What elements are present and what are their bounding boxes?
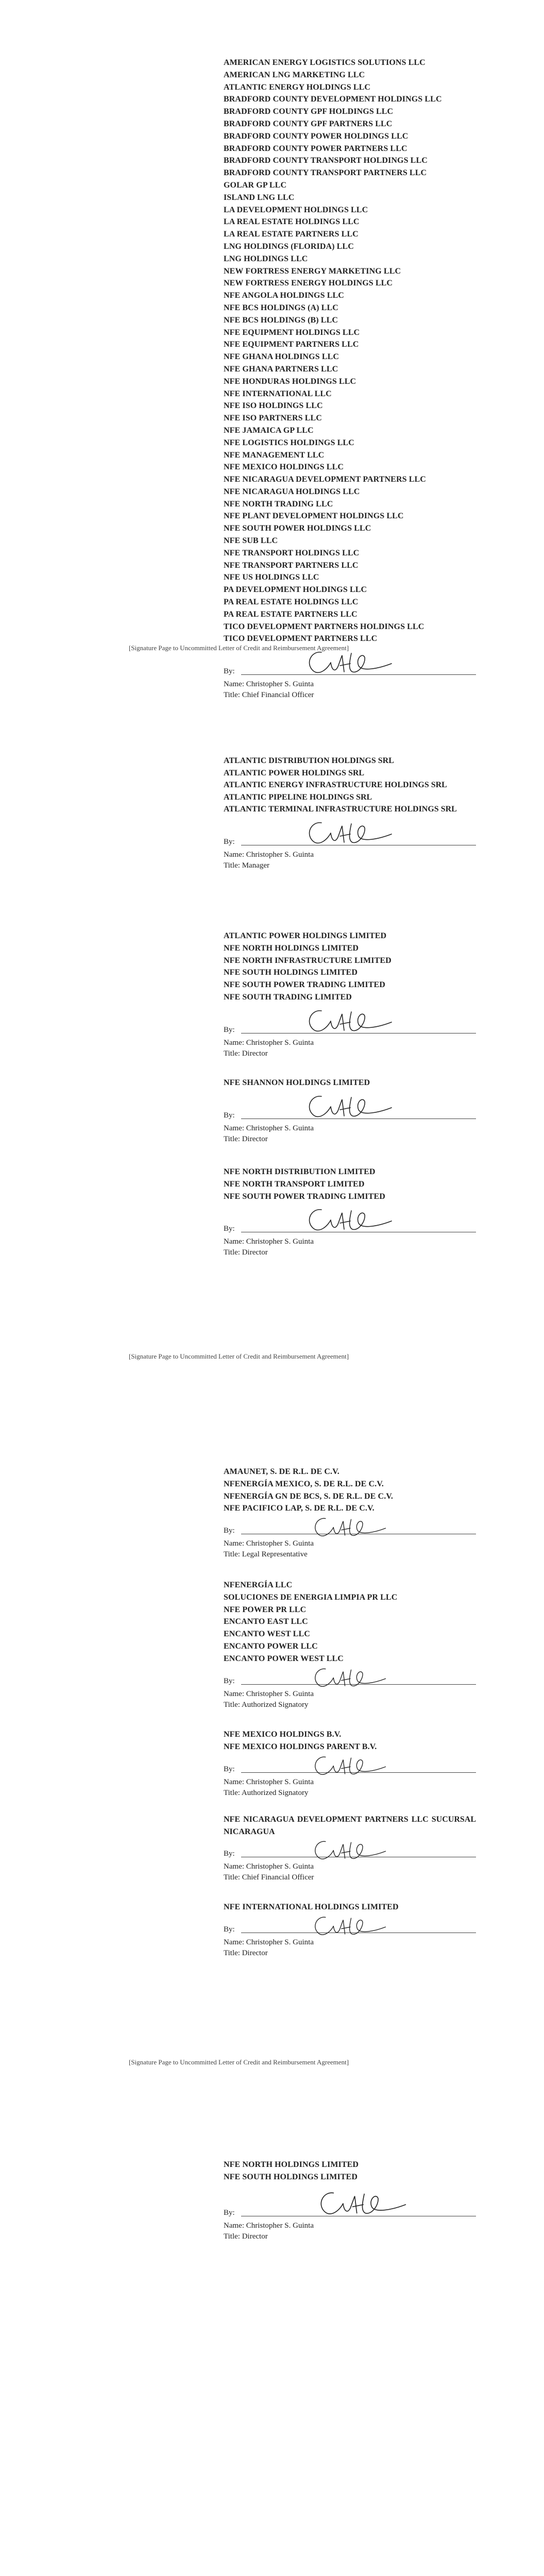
entity-name: NFE MANAGEMENT LLC xyxy=(224,450,325,460)
signer-title: Title: Chief Financial Officer xyxy=(224,691,314,700)
entity-name: NFE NORTH TRANSPORT LIMITED xyxy=(224,1179,365,1189)
entity-name: LNG HOLDINGS LLC xyxy=(224,254,308,263)
handwritten-signature xyxy=(301,1661,399,1692)
signer-title: Title: Director xyxy=(224,1049,268,1058)
signature-block xyxy=(224,1166,476,1258)
entity-name: AMAUNET, S. DE R.L. DE C.V. xyxy=(224,1467,339,1476)
signature-block xyxy=(224,1466,476,1560)
by-label: By: xyxy=(224,837,235,846)
entity-name: NFE MEXICO HOLDINGS PARENT B.V. xyxy=(224,1742,377,1751)
by-label: By: xyxy=(224,2208,235,2217)
signer-title: Title: Authorized Signatory xyxy=(224,1700,309,1709)
page-footer: [Signature Page to Uncommitted Letter of Credit and Reimbursement Agreement] xyxy=(129,2058,349,2066)
entity-name: ENCANTO POWER LLC xyxy=(224,1641,318,1651)
entity-name: PA REAL ESTATE PARTNERS LLC xyxy=(224,609,358,619)
signature-block xyxy=(224,2159,476,2242)
entity-name: NFE SOUTH POWER TRADING LIMITED xyxy=(224,1192,385,1201)
entity-name: NFE US HOLDINGS LLC xyxy=(224,573,319,582)
entity-name: BRADFORD COUNTY TRANSPORT HOLDINGS LLC xyxy=(224,156,428,165)
signature-block xyxy=(224,755,476,871)
entity-name: LNG HOLDINGS (FLORIDA) LLC xyxy=(224,242,354,251)
signature-line xyxy=(224,1004,476,1038)
by-label: By: xyxy=(224,1111,235,1120)
handwritten-signature xyxy=(301,1200,399,1236)
signature-block xyxy=(224,930,476,1059)
signature-block xyxy=(224,1728,476,1799)
signer-title: Title: Director xyxy=(224,1134,268,1143)
by-label: By: xyxy=(224,1676,235,1685)
entity-name: NFE ISO PARTNERS LLC xyxy=(224,414,322,423)
entity-name: TICO DEVELOPMENT PARTNERS LLC xyxy=(224,634,378,643)
signer-name: Name: Christopher S. Guinta xyxy=(224,1539,314,1548)
entity-name: NFE NICARAGUA DEVELOPMENT PARTNERS LLC xyxy=(224,475,426,484)
signature-line xyxy=(224,1753,476,1777)
entity-name: PA REAL ESTATE HOLDINGS LLC xyxy=(224,598,359,607)
by-label: By: xyxy=(224,1225,235,1233)
entity-name: ISLAND LNG LLC xyxy=(224,193,295,202)
signer-title: Title: Chief Financial Officer xyxy=(224,1873,314,1882)
handwritten-signature xyxy=(301,1087,399,1123)
signature-page-2 xyxy=(0,703,544,1406)
entity-name: NFE BCS HOLDINGS (A) LLC xyxy=(224,303,338,312)
signer-name: Name: Christopher S. Guinta xyxy=(224,850,314,859)
entity-name: NFENERGÍA GN DE BCS, S. DE R.L. DE C.V. xyxy=(224,1492,394,1501)
entity-name: ATLANTIC PIPELINE HOLDINGS SRL xyxy=(224,792,372,802)
entity-name: NFE GHANA HOLDINGS LLC xyxy=(224,352,339,362)
entity-name: NFE PACIFICO LAP, S. DE R.L. DE C.V. xyxy=(224,1504,375,1513)
signature-page-1 xyxy=(0,0,544,703)
handwritten-signature xyxy=(301,1749,399,1780)
signature-block xyxy=(224,1077,476,1145)
signature-line xyxy=(224,1838,476,1861)
by-label: By: xyxy=(224,1527,235,1535)
entity-name: BRADFORD COUNTY POWER PARTNERS LLC xyxy=(224,144,407,153)
entity-name: NFE EQUIPMENT PARTNERS LLC xyxy=(224,340,359,349)
page-footer: [Signature Page to Uncommitted Letter of Credit and Reimbursement Agreement] xyxy=(129,1352,349,1360)
page-footer: [Signature Page to Uncommitted Letter of Credit and Reimbursement Agreement] xyxy=(129,644,349,652)
entity-name: NFE SHANNON HOLDINGS LIMITED xyxy=(224,1078,370,1087)
entity-name: NFE ISO HOLDINGS LLC xyxy=(224,401,323,411)
entity-name: AMERICAN LNG MARKETING LLC xyxy=(224,70,365,79)
entity-name: NFE NORTH DISTRIBUTION LIMITED xyxy=(224,1167,376,1176)
entity-name: AMERICAN ENERGY LOGISTICS SOLUTIONS LLC xyxy=(224,58,426,67)
signature-line xyxy=(224,1515,476,1538)
signature-line xyxy=(224,1089,476,1123)
entity-name: NFE POWER PR LLC xyxy=(224,1605,307,1614)
signer-name: Name: Christopher S. Guinta xyxy=(224,1862,314,1871)
entity-name: NFE BCS HOLDINGS (B) LLC xyxy=(224,315,338,325)
by-label: By: xyxy=(224,1925,235,1934)
entity-name: BRADFORD COUNTY GPF PARTNERS LLC xyxy=(224,119,393,128)
by-label: By: xyxy=(224,1025,235,1034)
signature-page-4 xyxy=(0,2110,544,2576)
entity-name: NFE NICARAGUA HOLDINGS LLC xyxy=(224,487,360,496)
handwritten-signature xyxy=(311,2183,414,2221)
entity-name: NFE INTERNATIONAL HOLDINGS LIMITED xyxy=(224,1903,399,1911)
entity-name: NFE GHANA PARTNERS LLC xyxy=(224,364,338,374)
entity-name: NFENERGÍA LLC xyxy=(224,1581,293,1589)
entity-name: NFE SOUTH POWER HOLDINGS LLC xyxy=(224,524,371,533)
signer-title: Title: Manager xyxy=(224,861,270,870)
signature-block xyxy=(224,57,476,701)
entity-name: BRADFORD COUNTY POWER HOLDINGS LLC xyxy=(224,131,409,141)
entity-name: NFE NORTH TRADING LLC xyxy=(224,499,333,509)
signer-name: Name: Christopher S. Guinta xyxy=(224,1689,314,1698)
signature-block xyxy=(224,1579,476,1710)
entity-name: SOLUCIONES DE ENERGIA LIMPIA PR LLC xyxy=(224,1592,398,1602)
entity-name: NFE HONDURAS HOLDINGS LLC xyxy=(224,377,356,386)
entity-name: NFE TRANSPORT PARTNERS LLC xyxy=(224,561,359,570)
entity-name: NFE NORTH INFRASTRUCTURE LIMITED xyxy=(224,956,392,965)
signature-line xyxy=(224,1913,476,1937)
entity-name: NFE NORTH HOLDINGS LIMITED xyxy=(224,2160,359,2169)
entity-name: BRADFORD COUNTY DEVELOPMENT HOLDINGS LLC xyxy=(224,95,442,104)
entity-name: NFE NORTH HOLDINGS LIMITED xyxy=(224,943,359,953)
entity-name: ATLANTIC ENERGY INFRASTRUCTURE HOLDINGS SRL xyxy=(224,781,447,789)
entity-name: LA REAL ESTATE HOLDINGS LLC xyxy=(224,217,360,227)
handwritten-signature xyxy=(301,1511,399,1541)
handwritten-signature xyxy=(301,814,399,850)
signature-line xyxy=(224,2183,476,2221)
signature-line xyxy=(224,816,476,850)
entity-name: BRADFORD COUNTY TRANSPORT PARTNERS LLC xyxy=(224,168,427,178)
signer-name: Name: Christopher S. Guinta xyxy=(224,1038,314,1047)
entity-name: NFE EQUIPMENT HOLDINGS LLC xyxy=(224,328,360,337)
signature-block xyxy=(224,1814,476,1883)
entity-name: ATLANTIC POWER HOLDINGS LIMITED xyxy=(224,931,387,940)
entity-name: ATLANTIC POWER HOLDINGS SRL xyxy=(224,768,365,777)
entity-name: NFE ANGOLA HOLDINGS LLC xyxy=(224,291,344,300)
by-label: By: xyxy=(224,1850,235,1858)
entity-name: NEW FORTRESS ENERGY HOLDINGS LLC xyxy=(224,279,393,288)
signature-line xyxy=(224,1665,476,1689)
entity-name: NFE LOGISTICS HOLDINGS LLC xyxy=(224,438,354,447)
entity-name: BRADFORD COUNTY GPF HOLDINGS LLC xyxy=(224,107,394,116)
entity-name: NFE SUB LLC xyxy=(224,536,278,546)
entity-name: ENCANTO WEST LLC xyxy=(224,1630,310,1639)
signer-name: Name: Christopher S. Guinta xyxy=(224,1238,314,1246)
signer-name: Name: Christopher S. Guinta xyxy=(224,680,314,689)
entity-name: NFE SOUTH HOLDINGS LIMITED xyxy=(224,968,358,977)
signature-block xyxy=(224,1901,476,1959)
entity-name: ATLANTIC ENERGY HOLDINGS LLC xyxy=(224,82,371,92)
entity-list xyxy=(224,57,476,645)
entity-name: LA DEVELOPMENT HOLDINGS LLC xyxy=(224,205,368,214)
entity-name: NFE SOUTH TRADING LIMITED xyxy=(224,992,352,1002)
entity-name: NFE SOUTH POWER TRADING LIMITED xyxy=(224,980,385,990)
entity-name: NFE JAMAICA GP LLC xyxy=(224,426,314,435)
entity-name: LA REAL ESTATE PARTNERS LLC xyxy=(224,230,359,239)
signer-title: Title: Director xyxy=(224,1248,268,1257)
entity-name: NFE MEXICO HOLDINGS B.V. xyxy=(224,1730,342,1739)
signer-title: Title: Director xyxy=(224,2232,268,2241)
entity-name: NFE PLANT DEVELOPMENT HOLDINGS LLC xyxy=(224,512,404,521)
signer-name: Name: Christopher S. Guinta xyxy=(224,1124,314,1132)
entity-name: ATLANTIC TERMINAL INFRASTRUCTURE HOLDINGS SRL xyxy=(224,805,457,814)
handwritten-signature xyxy=(301,1834,399,1865)
handwritten-signature xyxy=(301,1002,399,1038)
entity-name: NFE SOUTH HOLDINGS LIMITED xyxy=(224,2172,358,2181)
entity-name: NFE TRANSPORT HOLDINGS LLC xyxy=(224,548,360,557)
entity-name: ATLANTIC DISTRIBUTION HOLDINGS SRL xyxy=(224,756,394,765)
entity-name: NEW FORTRESS ENERGY MARKETING LLC xyxy=(224,266,401,276)
signer-title: Title: Authorized Signatory xyxy=(224,1788,309,1797)
signer-name: Name: Christopher S. Guinta xyxy=(224,1777,314,1786)
signer-name: Name: Christopher S. Guinta xyxy=(224,1938,314,1946)
entity-name: NFE NICARAGUA DEVELOPMENT PARTNERS LLC SUCURSAL NICARAGUA xyxy=(224,1815,476,1836)
entity-name: TICO DEVELOPMENT PARTNERS HOLDINGS LLC xyxy=(224,622,424,631)
signer-title: Title: Legal Representative xyxy=(224,1550,308,1559)
signer-title: Title: Director xyxy=(224,1948,268,1957)
entity-name: GOLAR GP LLC xyxy=(224,180,287,190)
signer-name: Name: Christopher S. Guinta xyxy=(224,2221,314,2230)
handwritten-signature xyxy=(301,1909,399,1940)
entity-name: NFENERGÍA MEXICO, S. DE R.L. DE C.V. xyxy=(224,1479,384,1488)
by-label: By: xyxy=(224,667,235,676)
by-label: By: xyxy=(224,1765,235,1773)
entity-name: NFE INTERNATIONAL LLC xyxy=(224,389,332,398)
entity-name: PA DEVELOPMENT HOLDINGS LLC xyxy=(224,585,367,595)
signature-page-3 xyxy=(0,1406,544,2110)
entity-name: ENCANTO POWER WEST LLC xyxy=(224,1654,344,1663)
signature-line xyxy=(224,1202,476,1236)
entity-name: NFE MEXICO HOLDINGS LLC xyxy=(224,463,344,472)
entity-name: ENCANTO EAST LLC xyxy=(224,1617,308,1626)
